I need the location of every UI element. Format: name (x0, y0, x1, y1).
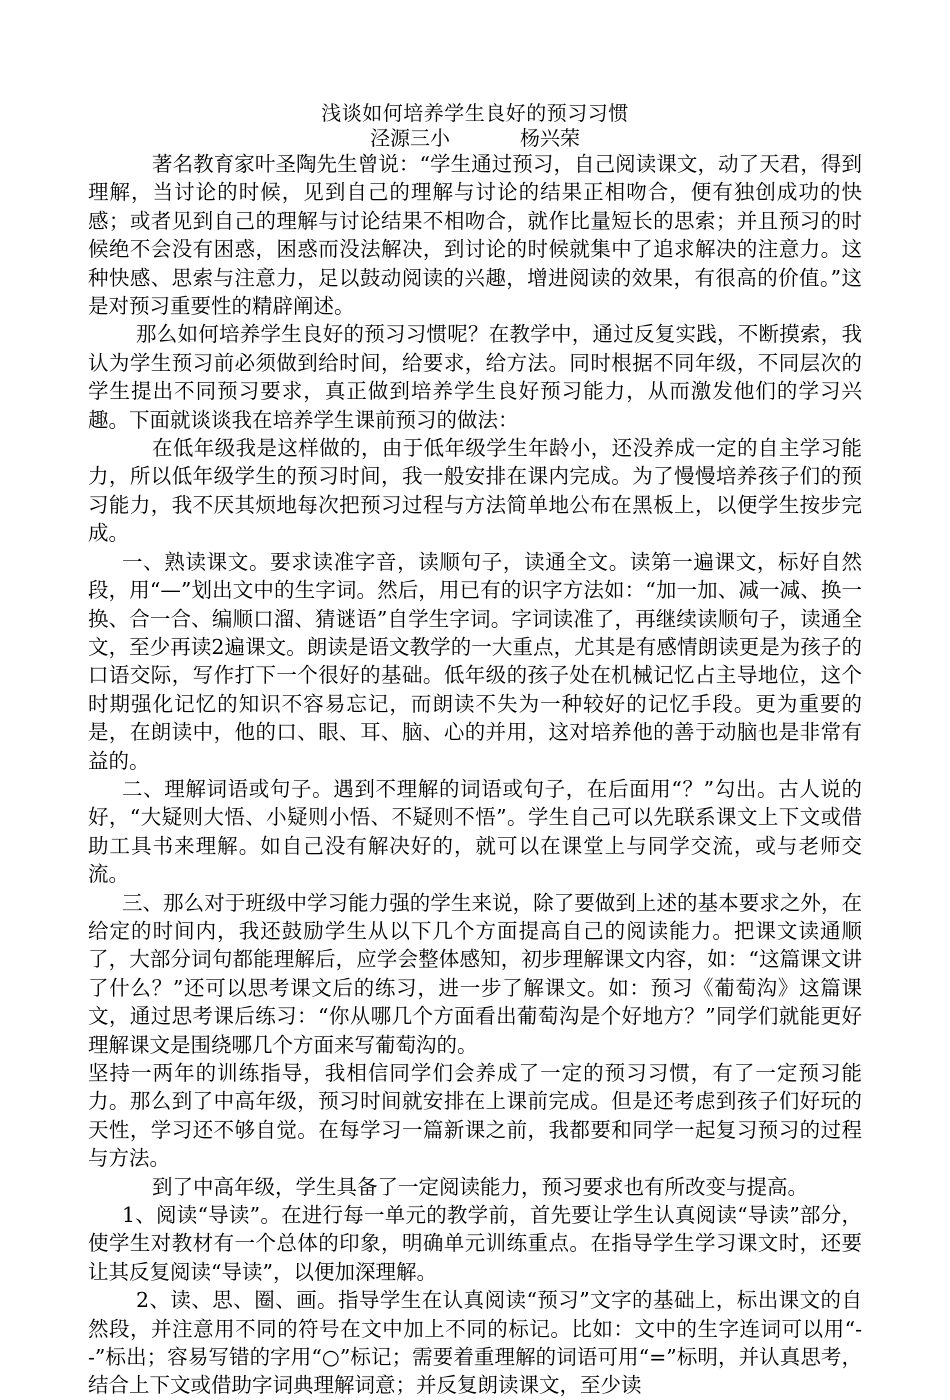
paragraph: 那么如何培养学生良好的预习习惯呢？在教学中，通过反复实践，不断摸索，我认为学生预习前必须做到给时间，给要求，给方法。同时根据不同年级，不同层次的学生提出不同预习要求，真正做到培养学生良好预习能力，从而激发他们的学习兴趣。下面就谈谈我在培养学生课前预习的做法： (88, 322, 862, 432)
paragraph: 1、阅读“导读”。在进行每一单元的教学前，首先要让学生认真阅读“导读”部分，使学生对教材有一个总体的印象，明确单元训练重点。在指导学生学习课文时，还要让其反复阅读“导读”，以便加深理解。 (88, 1203, 862, 1284)
paragraph: 在低年级我是这样做的，由于低年级学生年龄小，还没养成一定的自主学习能力，所以低年级学生的预习时间，我一般安排在课内完成。为了慢慢培养孩子们的预习能力，我不厌其烦地每次把预习过程与方法简单地公布在黑板上，以便学生按步完成。 (88, 436, 862, 546)
author-name: 杨兴荣 (520, 126, 580, 150)
paragraph: 著名教育家叶圣陶先生曾说：“学生通过预习，自己阅读课文，动了天君，得到理解，当讨论的时候，见到自己的理解与讨论的结果正相吻合，便有独创成功的快感；或者见到自己的理解与讨论结果不相吻合，就作比量短长的思索；并且预习的时候绝不会没有困惑，困惑而没法解决，到讨论的时候就集中了追求解决的注意力。这种快感、思索与注意力，足以鼓动阅读的兴趣，增进阅读的效果，有很高的价值。”这是对预习重要性的精辟阐述。 (88, 152, 862, 319)
document-title: 浅谈如何培养学生良好的预习习惯 (321, 101, 629, 125)
paragraph: 到了中高年级，学生具备了一定阅读能力，预习要求也有所改变与提高。 (152, 1174, 808, 1199)
paragraph: 三、那么对于班级中学习能力强的学生来说，除了要做到上述的基本要求之外，在给定的时间内，我还鼓励学生从以下几个方面提高自己的阅读能力。把课文读通顺了，大部分词句都能理解后，应学会整体感知，初步理解课文内容，如：“这篇课文讲了什么？”还可以思考课文后的练习，进一步了解课文。如：预习《葡萄沟》这篇课文，通过思考课后练习：“你从哪几个方面看出葡萄沟是个好地方？”同学们就能更好理解课文是围绕哪几个方面来写葡萄沟的。 (88, 890, 862, 1057)
paragraph: 坚持一两年的训练指导，我相信同学们会养成了一定的预习习惯，有了一定预习能力。那么到了中高年级，预习时间就安排在上课前完成。但是还考虑到孩子们好玩的天性，学习还不够自觉。在每学习一篇新课之前，我都要和同学一起复习预习的过程与方法。 (88, 1061, 862, 1171)
paragraph: 2、读、思、圈、画。指导学生在认真阅读“预习”文字的基础上，标出课文的自然段，并注意用不同的符号在文中加上不同的标记。比如：文中的生字连词可以用“--”标出；容易写错的字用“○”标记；需要着重理解的词语可用“=”标明，并认真思考，结合上下文或借助字词典理解词意；并反复朗读课文，至少读 (88, 1288, 862, 1398)
byline (88, 126, 862, 150)
school-name: 泾源三小 (370, 126, 450, 150)
paragraph: 二、理解词语或句子。遇到不理解的词语或句子，在后面用“？”勾出。古人说的好，“大疑则大悟、小疑则小悟、不疑则不悟”。学生自己可以先联系课文上下文或借助工具书来理解。如自己没有解决好的，就可以在课堂上与同学交流，或与老师交流。 (88, 776, 862, 887)
paragraph: 一、熟读课文。要求读准字音，读顺句子，读通全文。读第一遍课文，标好自然段，用“—”划出文中的生字词。然后，用已有的识字方法如：“加一加、减一减、换一换、合一合、编顺口溜、猜谜语”自学生字词。字词读准了，再继续读顺句子，读通全文，至少再读2遍课文。朗读是语文教学的一大重点，尤其是有感情朗读更是为孩子的口语交际，写作打下一个很好的基础。低年级的孩子处在机械记忆占主导地位，这个时期强化记忆的知识不容易忘记，而朗读不失为一种较好的记忆手段。更为重要的是，在朗读中，他的口、眼、耳、脑、心的并用，这对培养他的善于动脑也是非常有益的。 (88, 549, 862, 773)
